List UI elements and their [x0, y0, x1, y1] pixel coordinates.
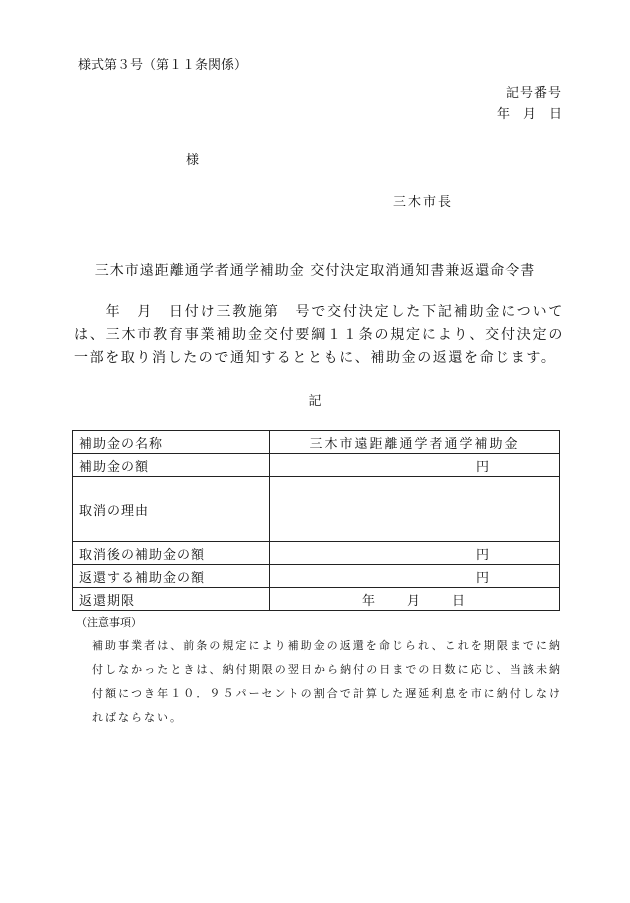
issuer: 三木市長: [393, 195, 454, 210]
row-label: 取消の理由: [73, 477, 270, 542]
row-label: 返還する補助金の額: [73, 565, 270, 588]
table-row: [73, 454, 560, 477]
document-number-label: 記号番号: [505, 86, 562, 101]
table-row: [73, 477, 560, 542]
row-label: 補助金の名称: [73, 431, 270, 454]
row-value: 円: [270, 542, 560, 565]
row-value: 円: [270, 565, 560, 588]
table-row: [73, 431, 560, 454]
document-title: 三木市遠距離通学者通学補助金 交付決定取消通知書兼返還命令書: [94, 263, 536, 279]
table-row: [73, 542, 560, 565]
body-paragraph: 年 月 日付け三教施第 号で交付決定した下記補助金については、三木市教育事業補助金交付要綱１１条の規定により、交付決定の一部を取り消したので通知するとともに、補助金の返還を命じます。: [74, 304, 564, 366]
notes-heading: （注意事項）: [76, 616, 142, 629]
row-value: 三木市遠距離通学者通学補助金: [270, 431, 560, 454]
subsidy-info-table: [72, 430, 560, 611]
form-number: 様式第３号（第１１条関係）: [78, 58, 248, 73]
table-row: [73, 588, 560, 611]
notes-text: 補助事業者は、前条の規定により補助金の返還を命じられ、これを期限までに納付しなかったときは、納付期限の翌日から納付の日までの日数に応じ、当該未納付額につき年１０．９５パーセントの割合で計算した遅延利息を市に納付しなければならない。: [92, 639, 562, 724]
ki-heading: 記: [308, 394, 322, 409]
document-date: 年 月 日: [496, 107, 562, 122]
row-value: 円: [270, 454, 560, 477]
row-value: [270, 477, 560, 542]
row-value: 年 月 日: [270, 588, 560, 611]
table-row: [73, 565, 560, 588]
addressee: 様: [186, 153, 200, 168]
row-label: 取消後の補助金の額: [73, 542, 270, 565]
row-label: 返還期限: [73, 588, 270, 611]
row-label: 補助金の額: [73, 454, 270, 477]
